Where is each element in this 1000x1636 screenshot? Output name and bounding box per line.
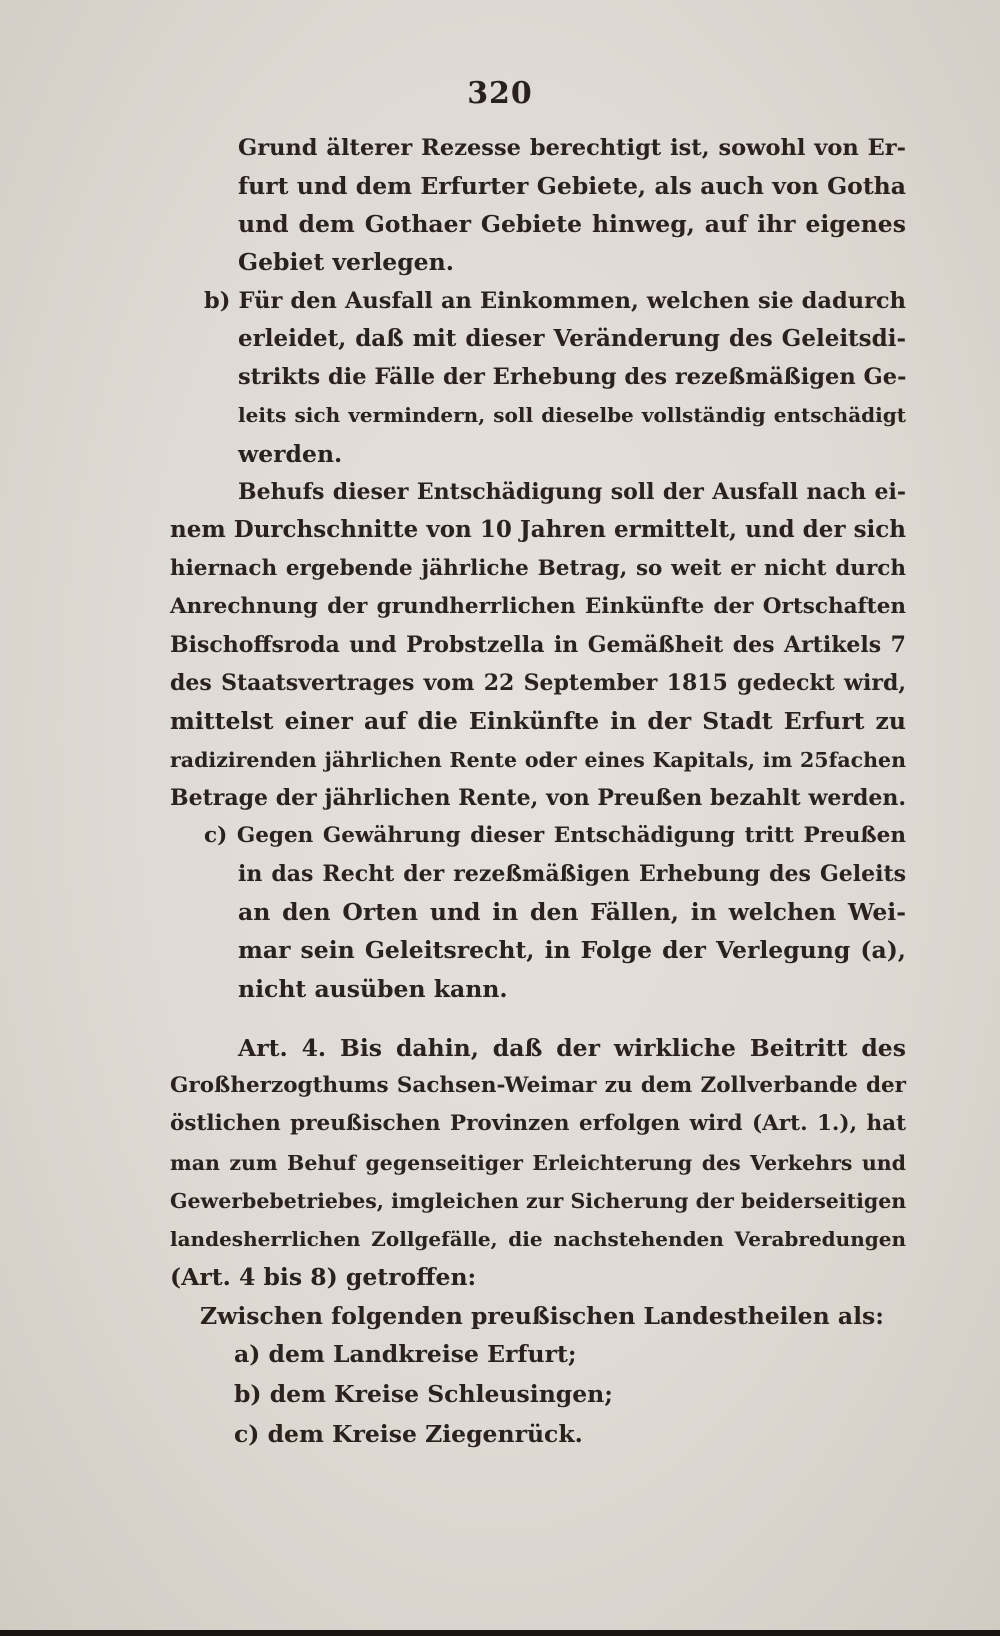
text-line: Behufs dieser Entschädigung soll der Ausfall nach ei-: [238, 479, 906, 505]
text-line: Zwischen folgenden preußischen Landestheilen als:: [200, 1302, 884, 1330]
page-bottom-edge: [0, 1630, 1000, 1636]
text-line: nem Durchschnitte von 10 Jahren ermittelt, und der sich: [170, 516, 906, 543]
text-line: des Staatsvertrages vom 22 September 1815 gedeckt wird,: [170, 670, 906, 696]
text-line: Gewerbebetriebes, imgleichen zur Sicherung der beiderseitigen: [170, 1189, 907, 1213]
text-line: in das Recht der rezeßmäßigen Erhebung des Geleits: [238, 861, 906, 887]
text-line: Großherzogthums Sachsen-Weimar zu dem Zollverbande der: [170, 1073, 906, 1098]
text-line: Art. 4. Bis dahin, daß der wirkliche Beitritt des: [238, 1034, 906, 1062]
text-line: erleidet, daß mit dieser Veränderung des Geleitsdi-: [238, 325, 906, 352]
text-line: b) Für den Ausfall an Einkommen, welchen sie dadurch: [204, 288, 906, 314]
list-item: c) dem Kreise Ziegenrück.: [234, 1420, 583, 1448]
text-line: werden.: [238, 440, 343, 468]
list-item: a) dem Landkreise Erfurt;: [234, 1340, 577, 1368]
text-line: radizirenden jährlichen Rente oder eines Kapitals, im 25fachen: [170, 748, 906, 772]
list-item: b) dem Kreise Schleusingen;: [234, 1380, 613, 1408]
text-line: Betrage der jährlichen Rente, von Preußen bezahlt werden.: [170, 785, 906, 811]
text-line: man zum Behuf gegenseitiger Erleichterung des Verkehrs und: [170, 1151, 906, 1175]
text-line: nicht ausüben kann.: [238, 975, 508, 1003]
text-line: und dem Gothaer Gebiete hinweg, auf ihr eigenes: [238, 210, 906, 238]
text-line: leits sich vermindern, soll dieselbe vollständig entschädigt: [238, 403, 906, 427]
text-line: c) Gegen Gewährung dieser Entschädigung tritt Preußen: [204, 823, 906, 848]
page-number: 320: [467, 76, 533, 111]
text-line: Anrechnung der grundherrlichen Einkünfte der Ortschaften: [170, 594, 906, 619]
text-line: an den Orten und in den Fällen, in welchen Wei-: [238, 898, 906, 926]
text-line: (Art. 4 bis 8) getroffen:: [170, 1263, 477, 1291]
text-line: strikts die Fälle der Erhebung des rezeßmäßigen Ge-: [238, 364, 907, 390]
text-line: mittelst einer auf die Einkünfte in der Stadt Erfurt zu: [170, 707, 906, 735]
text-line: landesherrlichen Zollgefälle, die nachstehenden Verabredungen: [170, 1227, 906, 1251]
text-line: Bischoffsroda und Probstzella in Gemäßheit des Artikels 7: [170, 632, 906, 658]
text-line: Gebiet verlegen.: [238, 248, 454, 276]
text-line: östlichen preußischen Provinzen erfolgen wird (Art. 1.), hat: [170, 1111, 906, 1136]
text-line: mar sein Geleitsrecht, in Folge der Verlegung (a),: [238, 936, 906, 964]
text-line: furt und dem Erfurter Gebiete, als auch von Gotha: [238, 172, 906, 200]
text-line: hiernach ergebende jährliche Betrag, so weit er nicht durch: [170, 556, 906, 581]
text-line: Grund älterer Rezesse berechtigt ist, sowohl von Er-: [238, 135, 906, 161]
